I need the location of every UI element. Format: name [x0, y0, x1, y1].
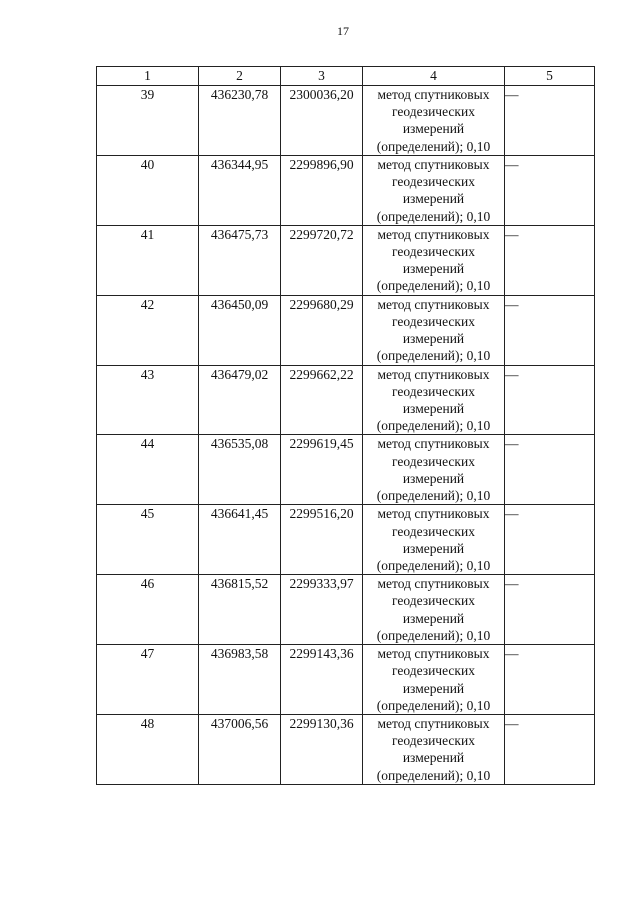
dash-mark: — [505, 156, 519, 172]
dash-mark: — [505, 506, 519, 522]
page-number: 17 [337, 24, 349, 38]
point-number-cell: 48 [97, 715, 199, 785]
method-cell: метод спутниковых геодезических измерений (определений); 0,10 [363, 86, 505, 156]
x-coordinate-cell: 436450,09 [199, 295, 281, 365]
note-cell [505, 575, 595, 645]
table-row [97, 505, 595, 575]
note-cell [505, 295, 595, 365]
note-cell [505, 155, 595, 225]
dash-mark: — [505, 87, 519, 102]
note-cell [505, 365, 595, 435]
table-row [97, 155, 595, 225]
y-coordinate-cell: 2299516,20 [281, 505, 363, 575]
table-row [97, 435, 595, 505]
dash-mark: — [505, 576, 519, 592]
column-header-4: 4 [363, 67, 505, 86]
x-coordinate-cell: 436479,02 [199, 365, 281, 435]
x-coordinate-cell: 436535,08 [199, 435, 281, 505]
method-cell: метод спутниковых геодезических измерений (определений); 0,10 [363, 645, 505, 715]
dash-mark: — [505, 646, 519, 662]
method-cell: метод спутниковых геодезических измерений (определений); 0,10 [363, 505, 505, 575]
x-coordinate-cell: 436344,95 [199, 155, 281, 225]
dash-mark: — [505, 296, 519, 312]
point-number-cell: 42 [97, 295, 199, 365]
point-number-cell: 45 [97, 505, 199, 575]
point-number-cell: 43 [97, 365, 199, 435]
method-cell: метод спутниковых геодезических измерений (определений); 0,10 [363, 575, 505, 645]
dash-mark: — [505, 436, 519, 452]
x-coordinate-cell: 436641,45 [199, 505, 281, 575]
coordinates-table [96, 66, 595, 785]
y-coordinate-cell: 2299680,29 [281, 295, 363, 365]
note-cell [505, 645, 595, 715]
x-coordinate-cell: 436230,78 [199, 86, 281, 156]
note-cell [505, 86, 595, 156]
table-row [97, 86, 595, 156]
y-coordinate-cell: 2299619,45 [281, 435, 363, 505]
method-cell: метод спутниковых геодезических измерений (определений); 0,10 [363, 155, 505, 225]
y-coordinate-cell: 2299662,22 [281, 365, 363, 435]
table-body [97, 86, 595, 785]
method-cell: метод спутниковых геодезических измерений (определений); 0,10 [363, 225, 505, 295]
x-coordinate-cell: 437006,56 [199, 715, 281, 785]
table-header-row [97, 67, 595, 86]
y-coordinate-cell: 2299143,36 [281, 645, 363, 715]
note-cell [505, 505, 595, 575]
column-header-2: 2 [199, 67, 281, 86]
table-row [97, 225, 595, 295]
y-coordinate-cell: 2299333,97 [281, 575, 363, 645]
dash-mark: — [505, 366, 519, 382]
note-cell [505, 715, 595, 785]
y-coordinate-cell: 2299896,90 [281, 155, 363, 225]
method-cell: метод спутниковых геодезических измерений (определений); 0,10 [363, 715, 505, 785]
column-header-5: 5 [505, 67, 595, 86]
x-coordinate-cell: 436983,58 [199, 645, 281, 715]
table-row [97, 645, 595, 715]
y-coordinate-cell: 2300036,20 [281, 86, 363, 156]
point-number-cell: 47 [97, 645, 199, 715]
method-cell: метод спутниковых геодезических измерений (определений); 0,10 [363, 435, 505, 505]
dash-mark: — [505, 226, 519, 242]
x-coordinate-cell: 436815,52 [199, 575, 281, 645]
point-number-cell: 40 [97, 155, 199, 225]
table-row [97, 715, 595, 785]
note-cell [505, 435, 595, 505]
table-row [97, 575, 595, 645]
method-cell: метод спутниковых геодезических измерений (определений); 0,10 [363, 365, 505, 435]
dash-mark: — [505, 716, 519, 732]
y-coordinate-cell: 2299720,72 [281, 225, 363, 295]
x-coordinate-cell: 436475,73 [199, 225, 281, 295]
column-header-3: 3 [281, 67, 363, 86]
point-number-cell: 41 [97, 225, 199, 295]
point-number-cell: 46 [97, 575, 199, 645]
point-number-cell: 44 [97, 435, 199, 505]
method-cell: метод спутниковых геодезических измерений (определений); 0,10 [363, 295, 505, 365]
note-cell [505, 225, 595, 295]
column-header-1: 1 [97, 67, 199, 86]
table-row [97, 295, 595, 365]
table-row [97, 365, 595, 435]
y-coordinate-cell: 2299130,36 [281, 715, 363, 785]
point-number-cell: 39 [97, 86, 199, 156]
